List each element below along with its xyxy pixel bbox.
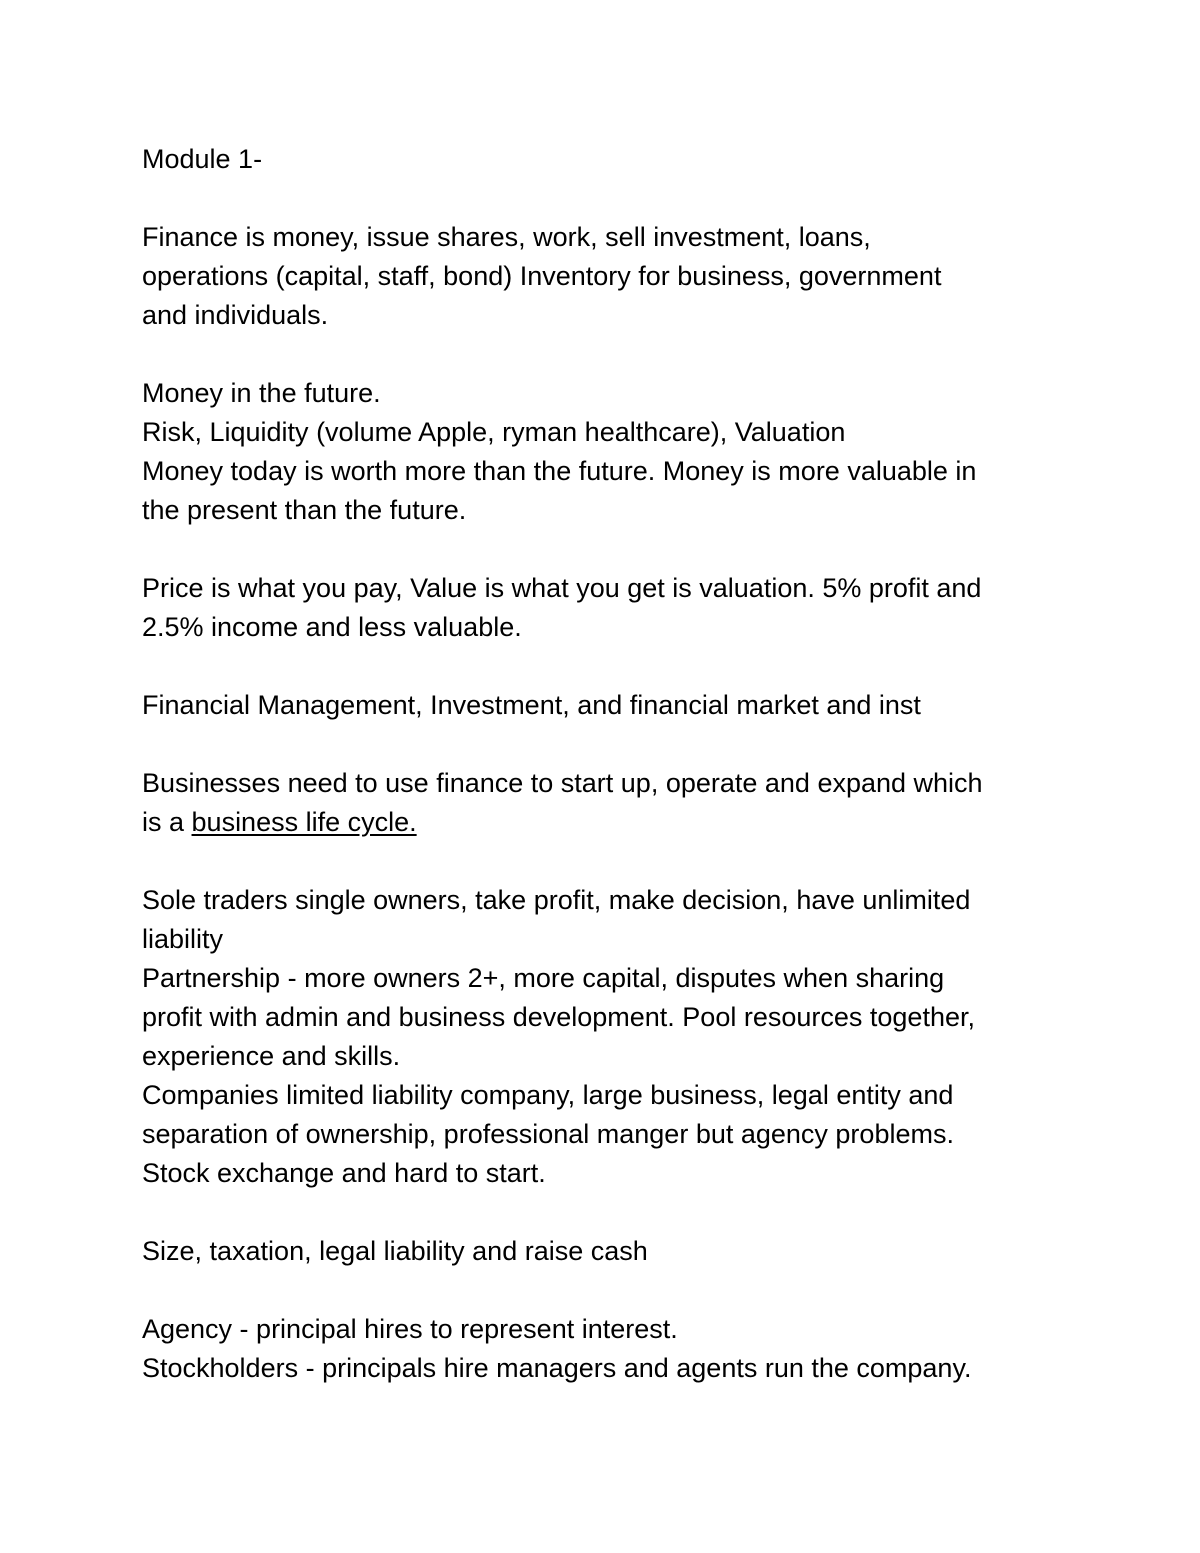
paragraph-factors (142, 1232, 1072, 1271)
text-line: Finance is money, issue shares, work, sell investment, loans, (142, 222, 871, 252)
paragraph-gap (142, 725, 1072, 764)
text-line: Agency - principal hires to represent interest. (142, 1314, 678, 1344)
paragraph-gap (142, 179, 1072, 218)
text-fragment: is a (142, 807, 192, 837)
paragraph-business-types (142, 881, 1072, 1193)
paragraph-finance-definition (142, 218, 1072, 335)
text-line: Financial Management, Investment, and financial market and inst (142, 690, 921, 720)
text-line: the present than the future. (142, 495, 467, 525)
text-line: Money today is worth more than the future. Money is more valuable in (142, 456, 977, 486)
text-line: Stock exchange and hard to start. (142, 1158, 546, 1188)
text-line: 2.5% income and less valuable. (142, 612, 522, 642)
text-line: separation of ownership, professional manger but agency problems. (142, 1119, 954, 1149)
paragraph-price-value (142, 569, 1072, 647)
text-line: experience and skills. (142, 1041, 401, 1071)
underlined-term: business life cycle. (191, 807, 417, 837)
paragraph-gap (142, 842, 1072, 881)
text-line: Companies limited liability company, large business, legal entity and (142, 1080, 954, 1110)
text-line (142, 803, 1072, 842)
paragraph-gap (142, 530, 1072, 569)
paragraph-business-life-cycle (142, 764, 1072, 842)
text-line: Sole traders single owners, take profit, make decision, have unlimited (142, 885, 971, 915)
text-line: liability (142, 924, 224, 954)
paragraph-areas (142, 686, 1072, 725)
paragraph-gap (142, 1193, 1072, 1232)
text-line: Stockholders - principals hire managers and agents run the company. (142, 1353, 972, 1383)
paragraph-gap (142, 647, 1072, 686)
text-line: Price is what you pay, Value is what you get is valuation. 5% profit and (142, 573, 982, 603)
paragraph-agency (142, 1310, 1072, 1388)
text-line: profit with admin and business development. Pool resources together, (142, 1002, 975, 1032)
module-heading: Module 1- (142, 144, 263, 174)
text-line: Size, taxation, legal liability and raise cash (142, 1236, 648, 1266)
text-line: Partnership - more owners 2+, more capital, disputes when sharing (142, 963, 945, 993)
text-line: operations (capital, staff, bond) Inventory for business, government (142, 261, 942, 291)
text-line: Money in the future. (142, 378, 381, 408)
text-line: Businesses need to use finance to start up, operate and expand which (142, 768, 983, 798)
paragraph-time-value (142, 374, 1072, 530)
text-line: and individuals. (142, 300, 329, 330)
paragraph-gap (142, 1271, 1072, 1310)
document-body (142, 140, 1072, 1388)
text-line: Risk, Liquidity (volume Apple, ryman healthcare), Valuation (142, 417, 846, 447)
paragraph-gap (142, 335, 1072, 374)
